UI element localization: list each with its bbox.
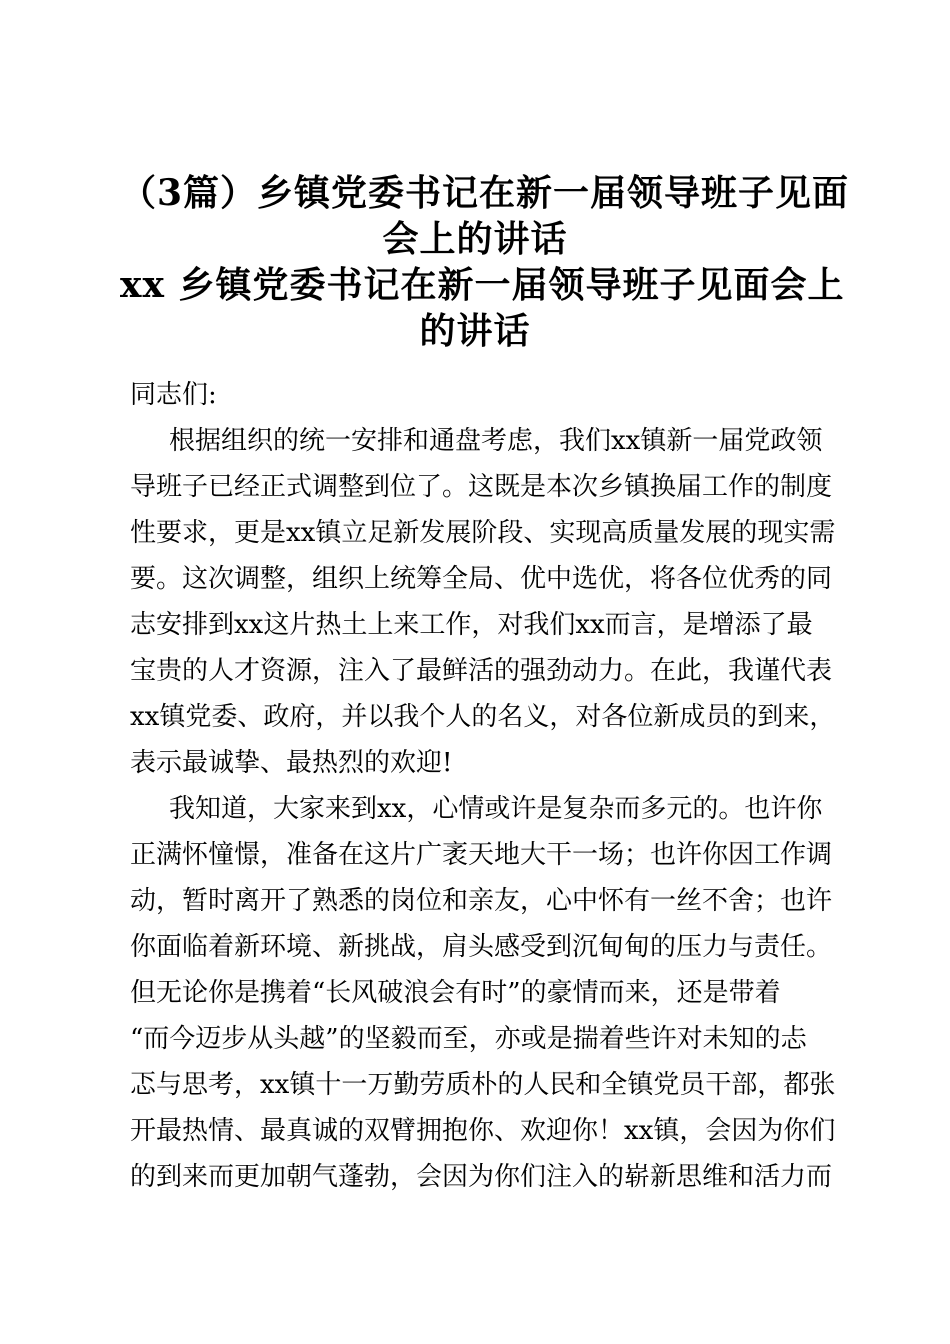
paragraph-2-line: 但无论你是携着“长风破浪会有时”的豪情而来，还是带着 xyxy=(130,978,781,1008)
paragraph-1-line: 表示最诚挚、最热烈的欢迎! xyxy=(130,748,453,778)
paragraph-2-line: 忑与思考，xx镇十一万勤劳质朴的人民和全镇党员干部，都张 xyxy=(130,1070,836,1100)
speech-title-line-1: xx 乡镇党委书记在新一届领导班子见面会上 xyxy=(120,264,845,306)
paragraph-2-line: 正满怀憧憬，准备在这片广袤天地大干一场；也许你因工作调 xyxy=(130,840,833,870)
speech-title-line-2: 的讲话 xyxy=(419,310,531,352)
paragraph-2-line: 我知道，大家来到xx，心情或许是复杂而多元的。也许你 xyxy=(169,794,823,824)
paragraph-1-line: 根据组织的统一安排和通盘考虑，我们xx镇新一届党政领 xyxy=(169,426,823,456)
paragraph-1-line: 志安排到xx这片热土上来工作，对我们xx而言，是增添了最 xyxy=(130,610,813,640)
paragraph-2-line: “而今迈步从头越”的坚毅而至，亦或是揣着些许对未知的忐 xyxy=(130,1024,807,1054)
paragraph-2-line: 开最热情、最真诚的双臂拥抱你、欢迎你！xx镇，会因为你们 xyxy=(130,1116,836,1146)
salutation: 同志们: xyxy=(130,380,217,410)
paragraph-1-line: 要。这次调整，组织上统筹全局、优中选优，将各位优秀的同 xyxy=(130,564,833,594)
paragraph-2-line: 你面临着新环境、新挑战，肩头感受到沉甸甸的压力与责任。 xyxy=(130,932,833,962)
document-title-line-2: 会上的讲话 xyxy=(382,218,568,260)
paragraph-1-line: xx镇党委、政府，并以我个人的名义，对各位新成员的到来， xyxy=(130,702,836,732)
paragraph-2-line: 动，暂时离开了熟悉的岗位和亲友，心中怀有一丝不舍；也许 xyxy=(130,886,833,916)
paragraph-1-line: 性要求，更是xx镇立足新发展阶段、实现高质量发展的现实需 xyxy=(130,518,836,548)
paragraph-1-line: 导班子已经正式调整到位了。这既是本次乡镇换届工作的制度 xyxy=(130,472,833,502)
document-title-line-1: （3篇）乡镇党委书记在新一届领导班子见面 xyxy=(120,172,850,214)
paragraph-1-line: 宝贵的人才资源，注入了最鲜活的强劲动力。在此，我谨代表 xyxy=(130,656,833,686)
paragraph-2-line: 的到来而更加朝气蓬勃，会因为你们注入的崭新思维和活力而 xyxy=(130,1162,833,1192)
